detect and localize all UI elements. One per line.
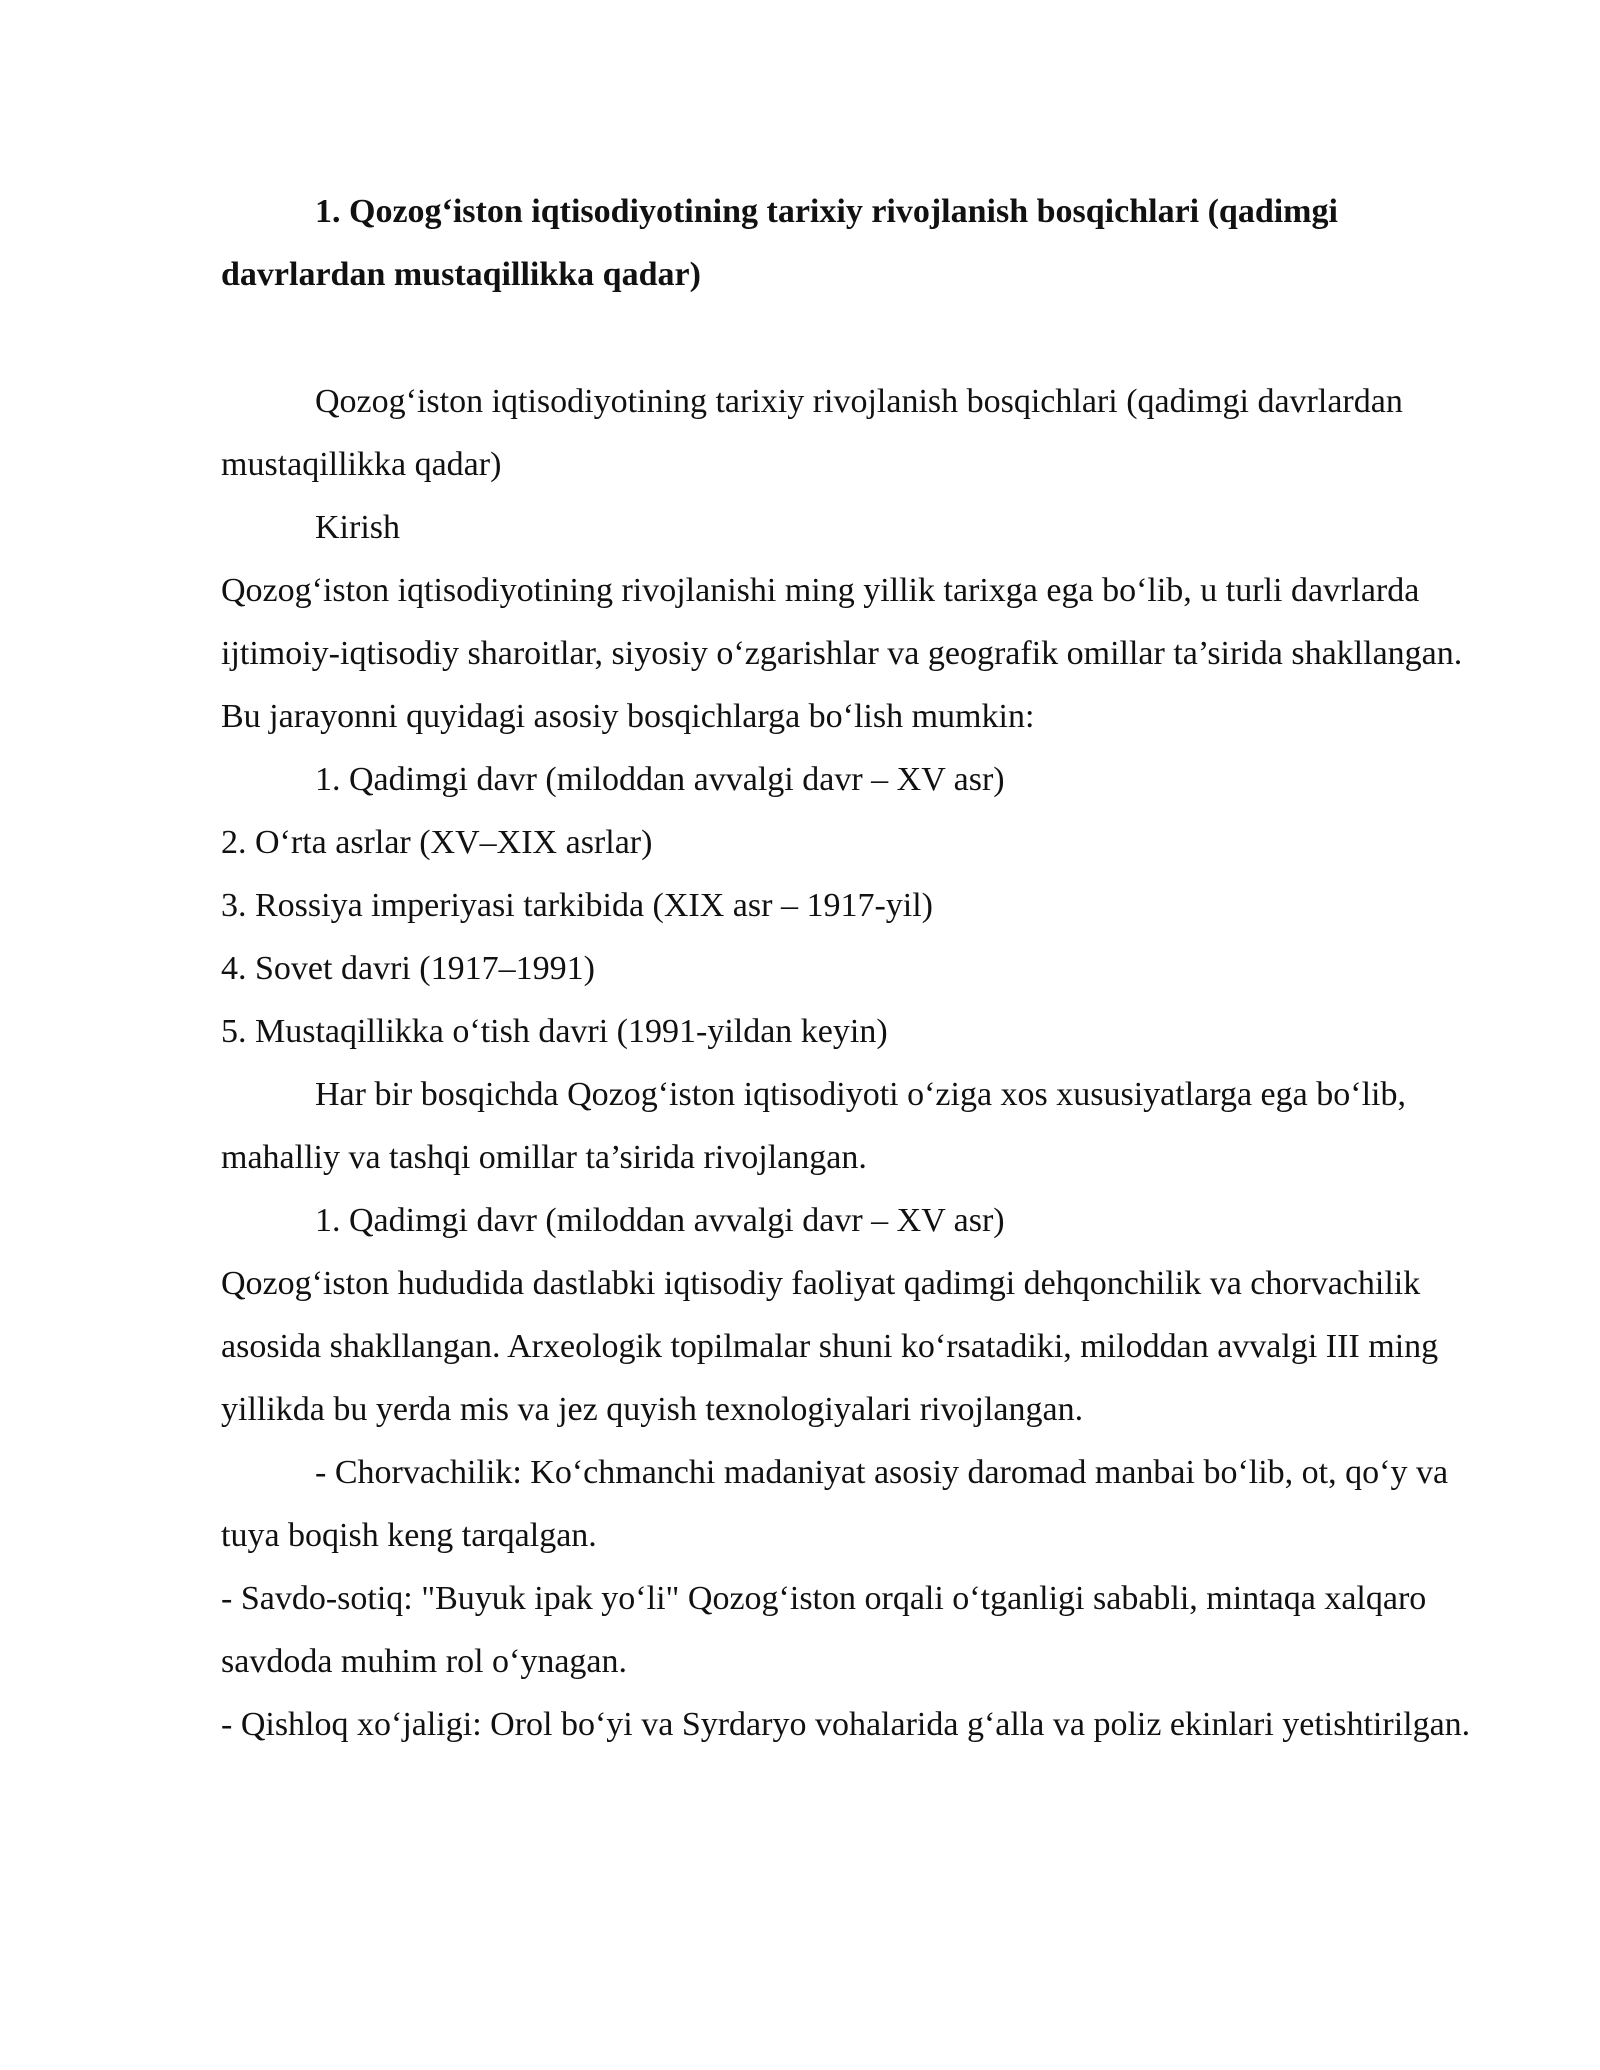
document-body	[221, 180, 1491, 1756]
paragraph-kirish: Kirish	[315, 509, 400, 546]
paragraph-ancient-period: Qozog‘iston hududida dastlabki iqtisodiy faoliyat qadimgi dehqonchilik va chorvachilik asosida shakllangan. Arxeologik topilmalar shuni ko‘rsatadiki, miloddan avvalgi III ming yillikda bu yerda mis va jez quyish texnologiyalari rivojlangan.	[221, 1265, 1439, 1428]
bullet-savdo-sotiq: - Savdo-sotiq: "Buyuk ipak yo‘li" Qozog‘iston orqali o‘tganligi sababli, mintaqa xalqaro savdoda muhim rol o‘ynagan.	[221, 1580, 1427, 1680]
list-item-stage-3: 3. Rossiya imperiyasi tarkibida (XIX asr – 1917-yil)	[221, 887, 933, 924]
paragraph-summary: Har bir bosqichda Qozog‘iston iqtisodiyoti o‘ziga xos xususiyatlarga ega bo‘lib, mahalliy va tashqi omillar ta’sirida rivojlangan.	[221, 1076, 1406, 1176]
subheading-ancient-period: 1. Qadimgi davr (miloddan avvalgi davr – XV asr)	[315, 1202, 1005, 1239]
list-item-stage-4: 4. Sovet davri (1917–1991)	[221, 950, 595, 987]
bullet-qishloq-xojaligi: - Qishloq xo‘jaligi: Orol bo‘yi va Syrdaryo vohalarida g‘alla va poliz ekinlari yetishtirilgan.	[221, 1706, 1471, 1743]
paragraph-title-repeat: Qozog‘iston iqtisodiyotining tarixiy rivojlanish bosqichlari (qadimgi davrlardan mustaqillikka qadar)	[221, 383, 1403, 483]
section-heading: 1. Qozog‘iston iqtisodiyotining tarixiy rivojlanish bosqichlari (qadimgi davrlardan mustaqillikka qadar)	[221, 193, 1338, 293]
list-item-stage-5: 5. Mustaqillikka o‘tish davri (1991-yildan keyin)	[221, 1013, 888, 1050]
list-item-stage-2: 2. O‘rta asrlar (XV–XIX asrlar)	[221, 824, 653, 861]
paragraph-intro: Qozog‘iston iqtisodiyotining rivojlanishi ming yillik tarixga ega bo‘lib, u turli davrlarda ijtimoiy-iqtisodiy sharoitlar, siyosiy o‘zgarishlar va geografik omillar ta’sirida shakllangan. Bu jarayonni quyidagi asosiy bosqichlarga bo‘lish mumkin:	[221, 572, 1463, 735]
list-item-stage-1: 1. Qadimgi davr (miloddan avvalgi davr – XV asr)	[315, 761, 1005, 798]
bullet-chorvachilik: - Chorvachilik: Ko‘chmanchi madaniyat asosiy daromad manbai bo‘lib, ot, qo‘y va tuya boqish keng tarqalgan.	[221, 1454, 1449, 1554]
